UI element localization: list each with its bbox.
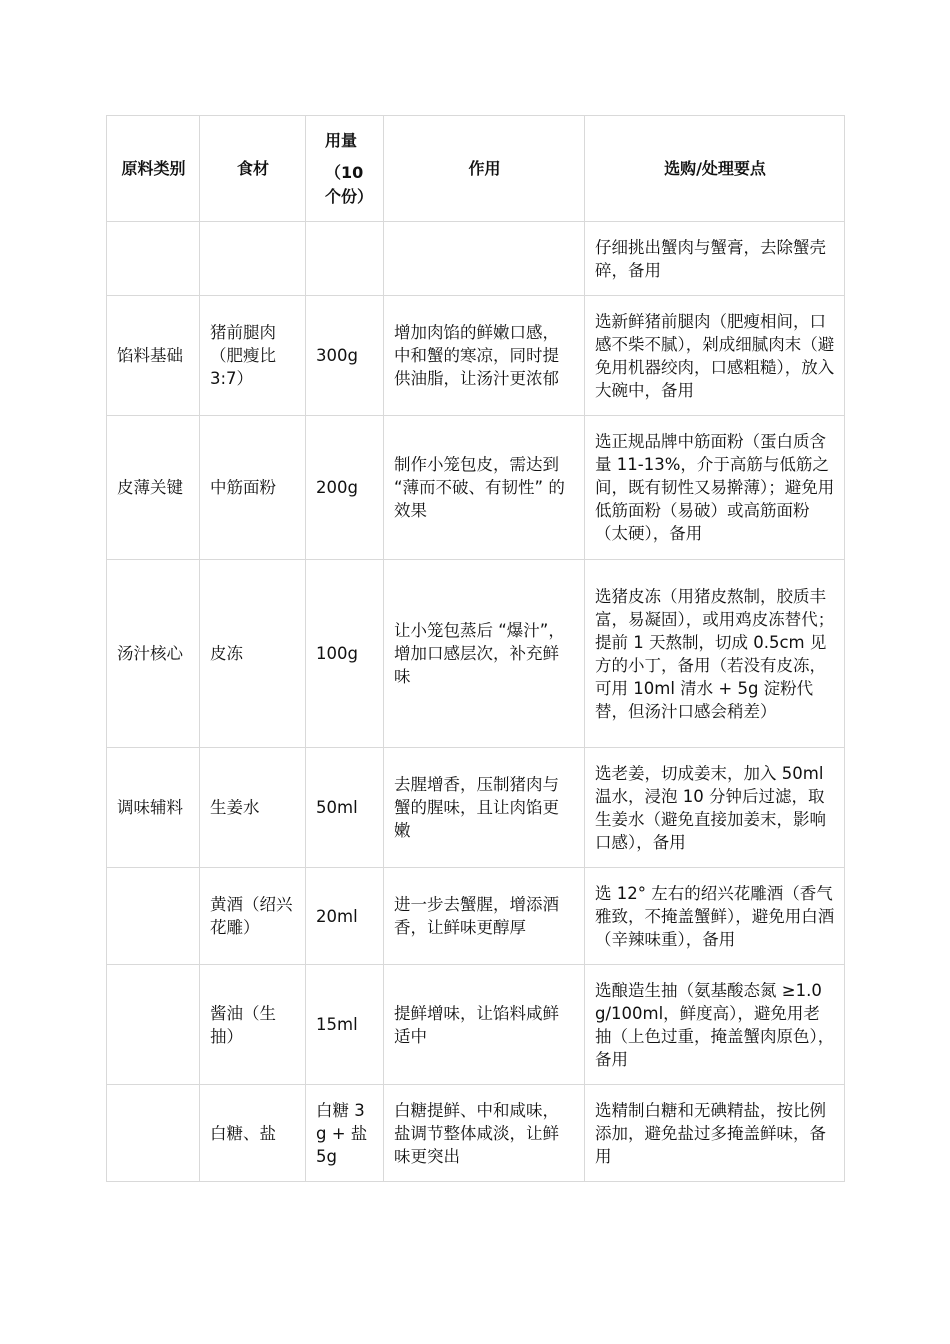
table-row: [107, 416, 845, 560]
cell-amount: 15ml: [306, 965, 384, 1085]
cell-amount: 白糖 3g + 盐 5g: [306, 1085, 384, 1182]
cell-amount: 100g: [306, 560, 384, 748]
header-ingredient: 食材: [200, 116, 306, 222]
cell-category: [107, 965, 200, 1085]
header-amount: [306, 116, 384, 222]
cell-category: [107, 1085, 200, 1182]
cell-function: 去腥增香，压制猪肉与蟹的腥味，且让肉馅更嫩: [384, 748, 585, 868]
cell-ingredient: 黄酒（绍兴花雕）: [200, 868, 306, 965]
table-row: [107, 560, 845, 748]
cell-category: 馅料基础: [107, 296, 200, 416]
cell-tips: 选猪皮冻（用猪皮熬制，胶质丰富，易凝固），或用鸡皮冻替代；提前 1 天熬制，切成 0.5cm 见方的小丁，备用（若没有皮冻，可用 10ml 清水 + 5g 淀粉代替，但汤汁口感会稍差）: [585, 560, 845, 748]
cell-tips: 选 12° 左右的绍兴花雕酒（香气雅致，不掩盖蟹鲜），避免用白酒（辛辣味重），备用: [585, 868, 845, 965]
cell-category: 汤汁核心: [107, 560, 200, 748]
table-row: [107, 965, 845, 1085]
table-row: [107, 296, 845, 416]
cell-ingredient: 白糖、盐: [200, 1085, 306, 1182]
header-tips: 选购/处理要点: [585, 116, 845, 222]
cell-tips: 选新鲜猪前腿肉（肥瘦相间，口感不柴不腻），剁成细腻肉末（避免用机器绞肉，口感粗糙），放入大碗中，备用: [585, 296, 845, 416]
table-row: [107, 748, 845, 868]
cell-function: 白糖提鲜、中和咸味，盐调节整体咸淡，让鲜味更突出: [384, 1085, 585, 1182]
table-row: [107, 1085, 845, 1182]
cell-tips: 选酿造生抽（氨基酸态氮 ≥1.0g/100ml，鲜度高），避免用老抽（上色过重，掩盖蟹肉原色），备用: [585, 965, 845, 1085]
ingredients-table: [106, 115, 845, 1182]
cell-ingredient: 中筋面粉: [200, 416, 306, 560]
cell-amount: 300g: [306, 296, 384, 416]
cell-category: 调味辅料: [107, 748, 200, 868]
cell-tips: 选老姜，切成姜末，加入 50ml 温水，浸泡 10 分钟后过滤，取生姜水（避免直接加姜末，影响口感），备用: [585, 748, 845, 868]
cell-function: 进一步去蟹腥，增添酒香，让鲜味更醇厚: [384, 868, 585, 965]
cell-amount: 200g: [306, 416, 384, 560]
cell-ingredient: 生姜水: [200, 748, 306, 868]
cell-ingredient: 皮冻: [200, 560, 306, 748]
header-function: 作用: [384, 116, 585, 222]
cell-function: 提鲜增味，让馅料咸鲜适中: [384, 965, 585, 1085]
cell-ingredient: 酱油（生抽）: [200, 965, 306, 1085]
cell-function: 制作小笼包皮，需达到 “薄而不破、有韧性” 的效果: [384, 416, 585, 560]
header-amount-line2: （10 个份）: [325, 162, 374, 206]
table-row: [107, 222, 845, 296]
cell-amount: [306, 222, 384, 296]
header-category: 原料类别: [107, 116, 200, 222]
table-header-row: [107, 116, 845, 222]
header-amount-line1: 用量: [325, 130, 358, 150]
cell-ingredient: [200, 222, 306, 296]
cell-category: [107, 222, 200, 296]
cell-function: [384, 222, 585, 296]
cell-tips: 选精制白糖和无碘精盐，按比例添加，避免盐过多掩盖鲜味，备用: [585, 1085, 845, 1182]
cell-function: 让小笼包蒸后 “爆汁”，增加口感层次，补充鲜味: [384, 560, 585, 748]
cell-category: [107, 868, 200, 965]
cell-function: 增加肉馅的鲜嫩口感，中和蟹的寒凉，同时提供油脂，让汤汁更浓郁: [384, 296, 585, 416]
cell-amount: 50ml: [306, 748, 384, 868]
cell-tips: 选正规品牌中筋面粉（蛋白质含量 11-13%，介于高筋与低筋之间，既有韧性又易擀薄）；避免用低筋面粉（易破）或高筋面粉（太硬），备用: [585, 416, 845, 560]
cell-amount: 20ml: [306, 868, 384, 965]
cell-tips: 仔细挑出蟹肉与蟹膏，去除蟹壳碎，备用: [585, 222, 845, 296]
cell-category: 皮薄关键: [107, 416, 200, 560]
table-row: [107, 868, 845, 965]
cell-ingredient: 猪前腿肉（肥瘦比 3:7）: [200, 296, 306, 416]
